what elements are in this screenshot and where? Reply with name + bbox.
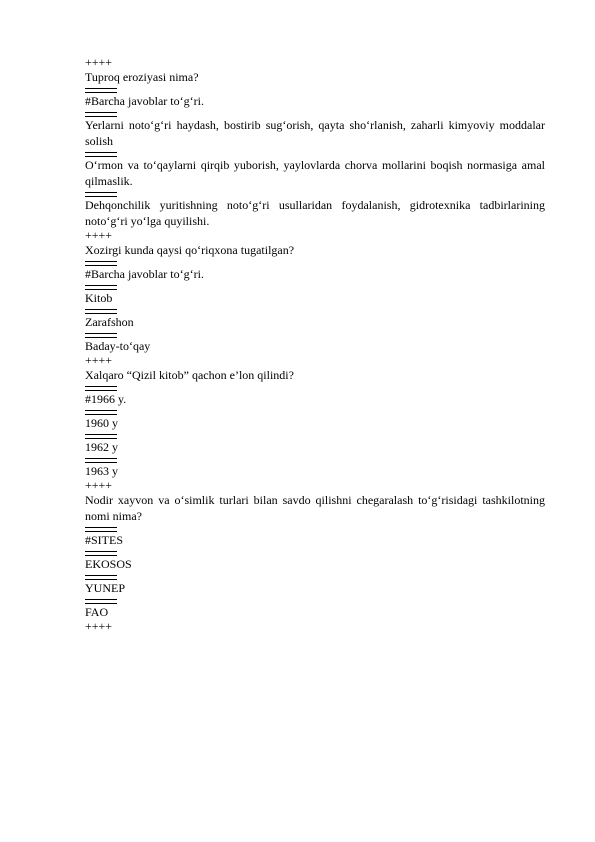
text-line: #Barcha javoblar to‘g‘ri. — [85, 94, 204, 108]
double-rule — [85, 551, 117, 556]
double-rule — [85, 88, 117, 93]
text-line: Tuproq eroziyasi nima? — [85, 70, 199, 84]
text-line: 1963 y — [85, 464, 118, 478]
answer-separator — [85, 572, 545, 580]
double-rule — [85, 192, 117, 197]
text-line: Zarafshon — [85, 315, 134, 329]
answer-separator — [85, 524, 545, 532]
double-rule — [85, 112, 117, 117]
double-rule — [85, 434, 117, 439]
text-line: #SITES — [85, 533, 124, 547]
text-line: YUNEP — [85, 581, 126, 595]
answer-separator — [85, 189, 545, 197]
answer-separator — [85, 330, 545, 338]
double-rule — [85, 285, 117, 290]
question-delimiter: ++++ — [85, 619, 113, 633]
answer-separator — [85, 149, 545, 157]
text-paragraph: Yerlarni noto‘g‘ri haydash, bostirib sug‘orish, qayta sho‘rlanish, zaharli kimyoviy moddalar solish — [85, 118, 545, 148]
answer-separator — [85, 383, 545, 391]
document-page — [85, 56, 545, 633]
double-rule — [85, 261, 117, 266]
double-rule — [85, 152, 117, 157]
answer-separator — [85, 109, 545, 117]
double-rule — [85, 333, 117, 338]
answer-separator — [85, 306, 545, 314]
text-paragraph: Dehqonchilik yuritishning noto‘g‘ri usullaridan foydalanish, gidrotexnika tadbirlarining noto‘g‘ri yo‘lga quyilishi. — [85, 198, 545, 228]
text-line: EKOSOS — [85, 557, 132, 571]
text-line: 1962 y — [85, 440, 118, 454]
double-rule — [85, 386, 117, 391]
text-line: Kitob — [85, 291, 113, 305]
question-delimiter: ++++ — [85, 55, 113, 69]
question-delimiter: ++++ — [85, 478, 113, 492]
answer-separator — [85, 431, 545, 439]
double-rule — [85, 599, 117, 604]
text-line: Xozirgi kunda qaysi qo‘riqxona tugatilgan? — [85, 243, 295, 257]
answer-separator — [85, 455, 545, 463]
text-line: #Barcha javoblar to‘g‘ri. — [85, 267, 204, 281]
double-rule — [85, 458, 117, 463]
answer-separator — [85, 85, 545, 93]
answer-separator — [85, 407, 545, 415]
text-line: #1966 y. — [85, 392, 127, 406]
answer-separator — [85, 596, 545, 604]
text-paragraph: Nodir xayvon va o‘simlik turlari bilan savdo qilishni chegaralash to‘g‘risidagi tashkilotning nomi nima? — [85, 493, 545, 523]
text-line: 1960 y — [85, 416, 118, 430]
double-rule — [85, 527, 117, 532]
double-rule — [85, 309, 117, 314]
question-delimiter: ++++ — [85, 228, 113, 242]
answer-separator — [85, 548, 545, 556]
answer-separator — [85, 282, 545, 290]
answer-separator — [85, 258, 545, 266]
question-delimiter: ++++ — [85, 353, 113, 367]
text-line: Xalqaro “Qizil kitob” qachon e’lon qilindi? — [85, 368, 294, 382]
text-line: Baday-to‘qay — [85, 339, 151, 353]
double-rule — [85, 410, 117, 415]
text-line: FAO — [85, 605, 109, 619]
double-rule — [85, 575, 117, 580]
text-paragraph: O‘rmon va to‘qaylarni qirqib yuborish, yaylovlarda chorva mollarini boqish normasiga amal qilmaslik. — [85, 158, 545, 188]
